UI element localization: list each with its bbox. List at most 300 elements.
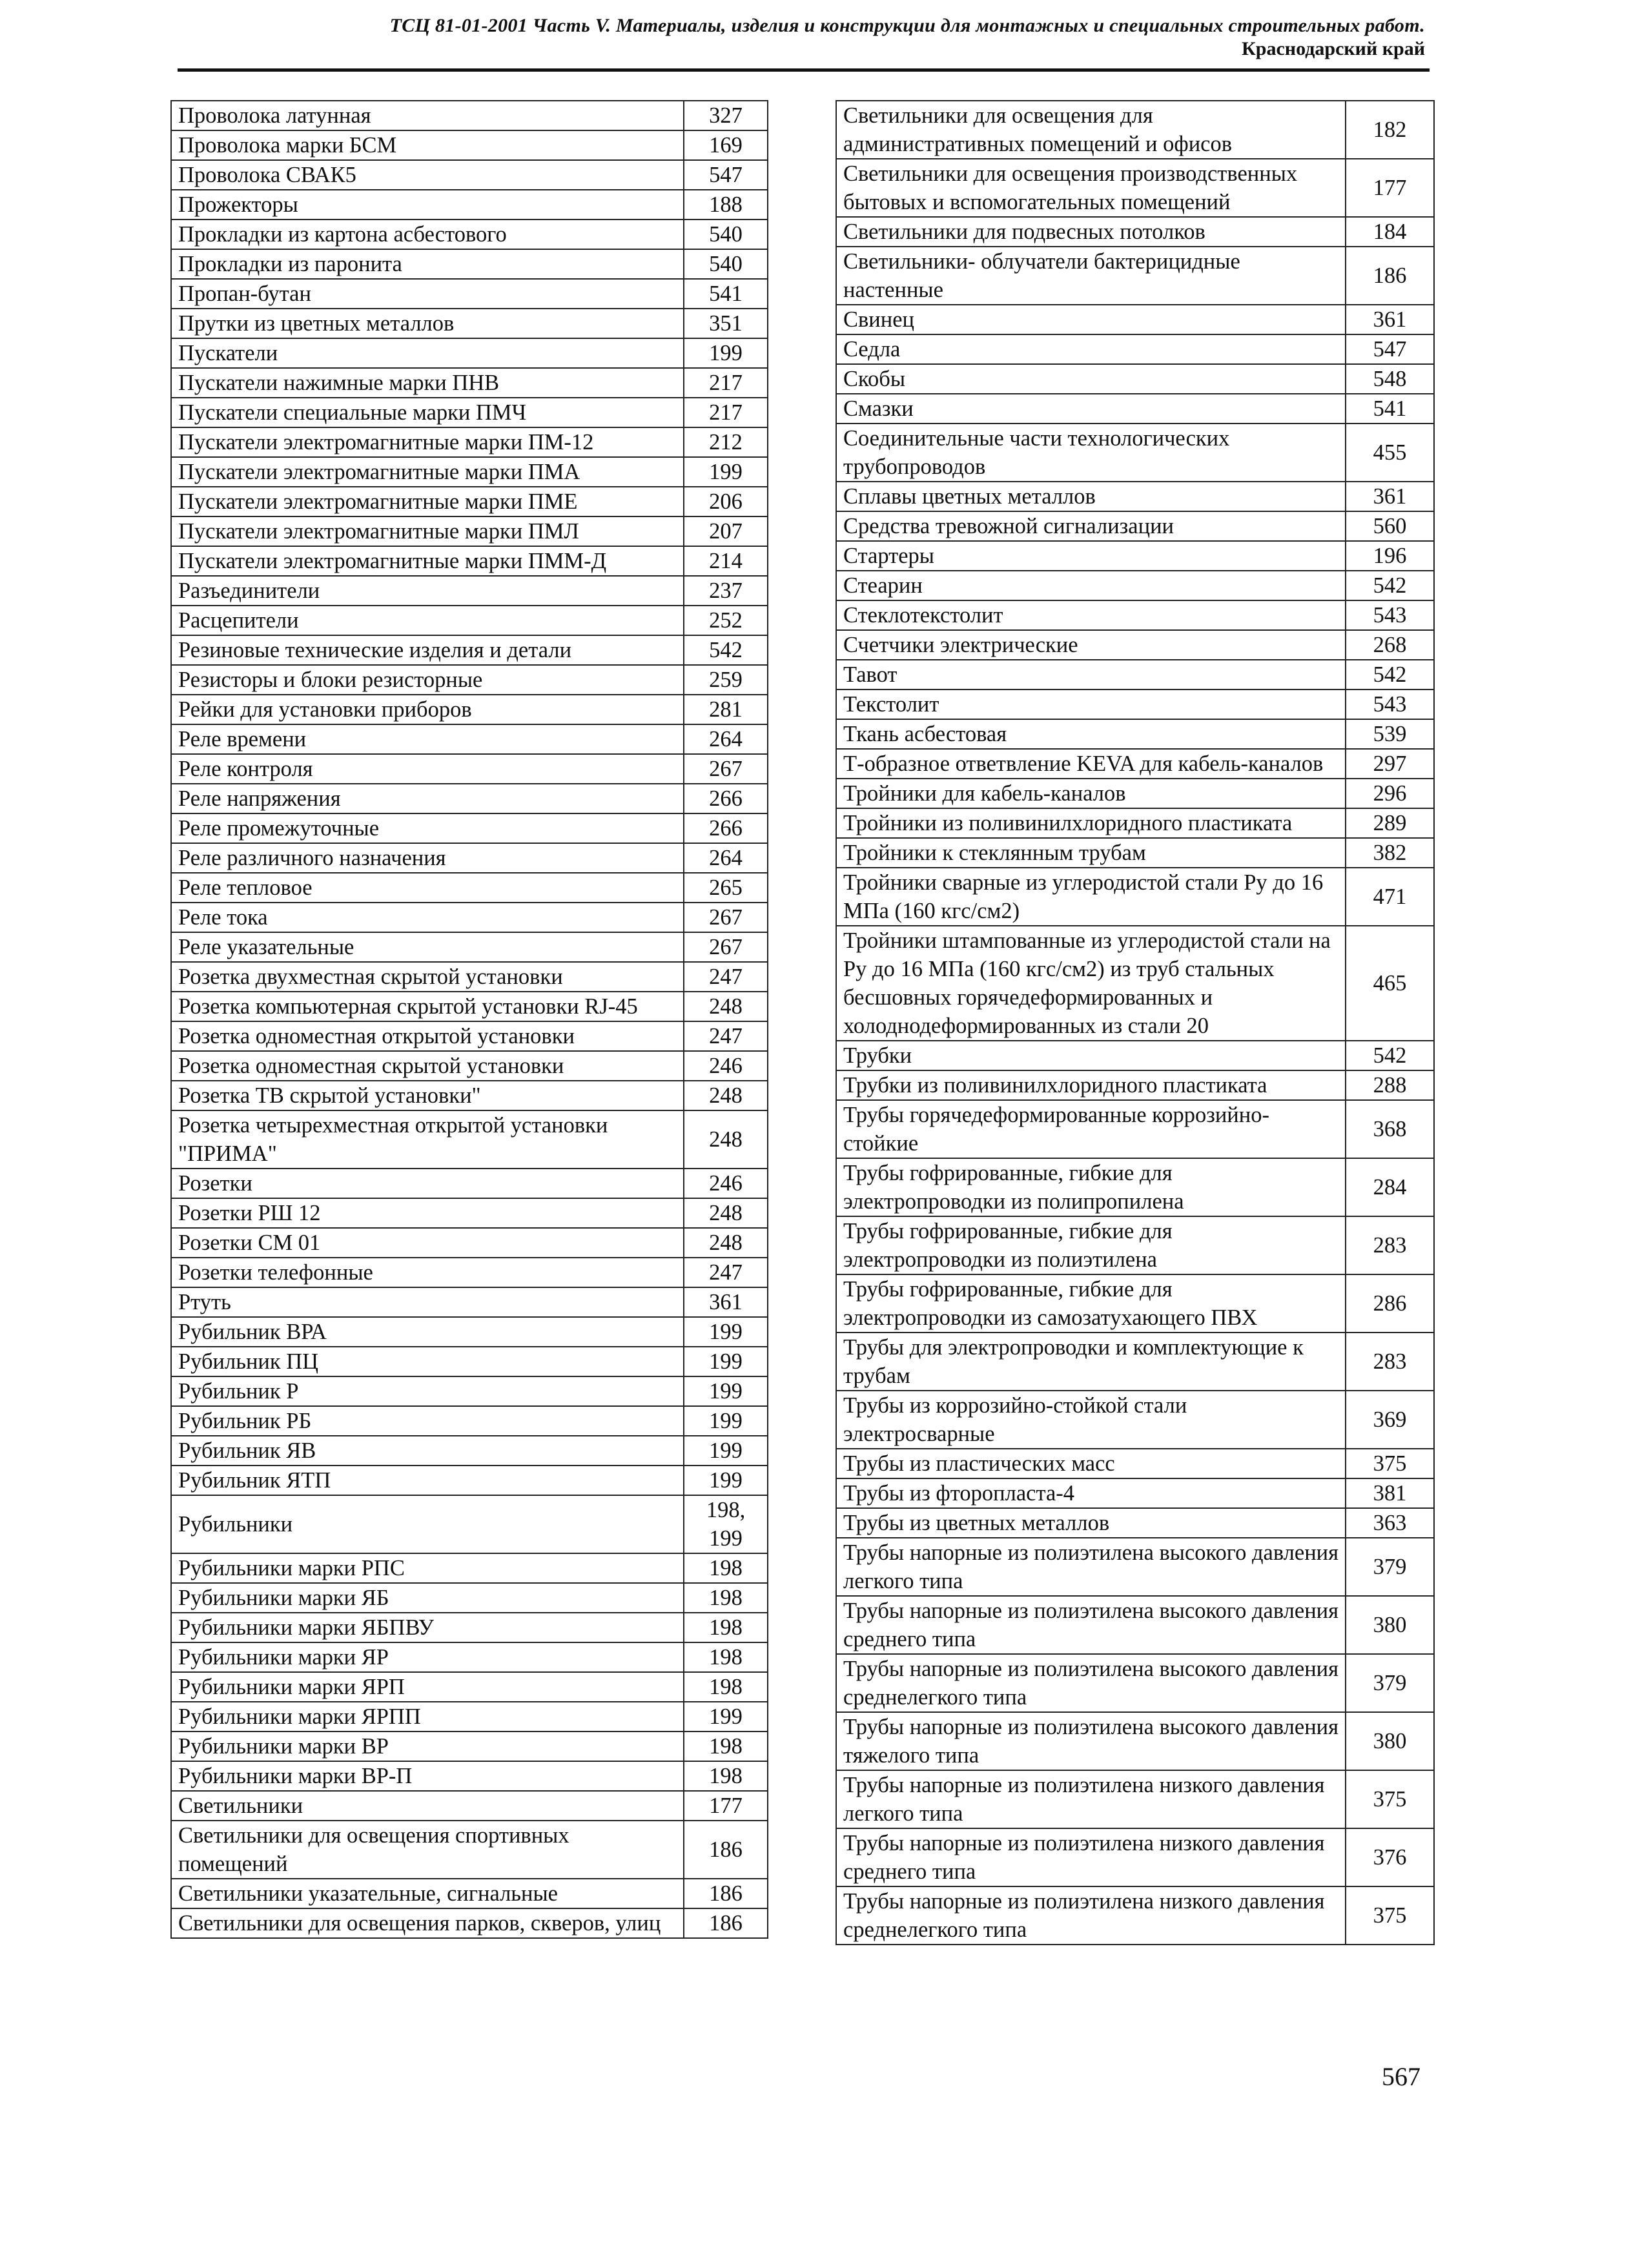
item-page: 199 — [684, 1376, 768, 1406]
table-row — [836, 868, 1434, 926]
table-row — [836, 1070, 1434, 1100]
table-row — [836, 511, 1434, 541]
item-name: Смазки — [836, 394, 1346, 424]
item-name: Соединительные части технологических трубопроводов — [836, 424, 1346, 482]
item-page: 248 — [684, 1228, 768, 1258]
item-name: Пропан-бутан — [171, 279, 684, 309]
item-page: 247 — [684, 1258, 768, 1287]
table-row — [836, 1478, 1434, 1508]
item-page: 247 — [684, 962, 768, 992]
item-name: Тройники сварные из углеродистой стали Ру до 16 МПа (160 кгс/см2) — [836, 868, 1346, 926]
index-table-left-body — [171, 101, 768, 1938]
item-name: Трубы напорные из полиэтилена высокого давления легкого типа — [836, 1538, 1346, 1596]
table-row — [171, 1553, 768, 1583]
item-page: 217 — [684, 368, 768, 398]
table-row — [836, 779, 1434, 808]
item-name: Реле контроля — [171, 754, 684, 784]
table-row — [171, 546, 768, 576]
item-page: 543 — [1346, 600, 1434, 630]
item-page: 199 — [684, 1702, 768, 1732]
table-row — [836, 1391, 1434, 1449]
table-row — [171, 1613, 768, 1642]
item-name: Рубильники марки ЯБ — [171, 1583, 684, 1613]
item-page: 248 — [684, 992, 768, 1021]
page-number: 567 — [1382, 2062, 1420, 2091]
item-name: Стеклотекстолит — [836, 600, 1346, 630]
item-page: 199 — [684, 1406, 768, 1436]
item-page: 207 — [684, 516, 768, 546]
item-name: Тройники штампованные из углеродистой стали на Ру до 16 МПа (160 кгс/см2) из труб стальных бесшовных горячедеформированных и холоднодеформированных из стали 20 — [836, 926, 1346, 1041]
table-row — [171, 1021, 768, 1051]
item-name: Средства тревожной сигнализации — [836, 511, 1346, 541]
item-name: Рубильники марки ЯБПВУ — [171, 1613, 684, 1642]
item-page: 286 — [1346, 1274, 1434, 1333]
item-name: Расцепители — [171, 606, 684, 635]
table-row — [836, 101, 1434, 159]
table-row — [171, 1376, 768, 1406]
table-row — [171, 932, 768, 962]
table-row — [171, 190, 768, 220]
item-name: Розетка четырехместная открытой установки "ПРИМА" — [171, 1110, 684, 1169]
item-name: Пускатели электромагнитные марки ПМЛ — [171, 516, 684, 546]
item-name: Пускатели нажимные марки ПНВ — [171, 368, 684, 398]
table-row — [836, 1886, 1434, 1945]
table-row — [171, 1287, 768, 1317]
item-name: Рубильники марки ВР — [171, 1732, 684, 1761]
table-row — [171, 1406, 768, 1436]
item-name: Реле различного назначения — [171, 843, 684, 873]
table-row — [171, 665, 768, 695]
item-page: 560 — [1346, 511, 1434, 541]
item-page: 266 — [684, 813, 768, 843]
item-name: Сплавы цветных металлов — [836, 482, 1346, 511]
item-name: Трубы горячедеформированные коррозийно-стойкие — [836, 1100, 1346, 1158]
item-page: 283 — [1346, 1333, 1434, 1391]
item-name: Рубильник ВРА — [171, 1317, 684, 1347]
item-name: Пускатели электромагнитные марки ПМА — [171, 457, 684, 487]
table-row — [836, 334, 1434, 364]
item-page: 259 — [684, 665, 768, 695]
item-page: 246 — [684, 1051, 768, 1081]
table-row — [836, 305, 1434, 334]
header-title: ТСЦ 81-01-2001 Часть V. Материалы, изделия и конструкции для монтажных и специальных строительных работ. — [389, 15, 1425, 36]
table-row — [171, 903, 768, 932]
item-page: 542 — [684, 635, 768, 665]
item-page: 327 — [684, 101, 768, 130]
item-name: Рейки для установки приборов — [171, 695, 684, 724]
item-name: Реле времени — [171, 724, 684, 754]
item-name: Розетки СМ 01 — [171, 1228, 684, 1258]
item-name: Розетка одноместная скрытой установки — [171, 1051, 684, 1081]
item-name: Реле указательные — [171, 932, 684, 962]
table-row — [836, 1216, 1434, 1274]
table-row — [836, 749, 1434, 779]
item-page: 379 — [1346, 1538, 1434, 1596]
item-page: 288 — [1346, 1070, 1434, 1100]
item-page: 547 — [684, 160, 768, 190]
table-row — [171, 1198, 768, 1228]
item-name: Реле напряжения — [171, 784, 684, 813]
item-name: Трубы для электропроводки и комплектующие к трубам — [836, 1333, 1346, 1391]
item-page: 248 — [684, 1110, 768, 1169]
item-name: Ткань асбестовая — [836, 719, 1346, 749]
table-row — [171, 1821, 768, 1879]
item-name: Пускатели электромагнитные марки ПММ-Д — [171, 546, 684, 576]
item-page: 212 — [684, 427, 768, 457]
table-row — [171, 457, 768, 487]
table-row — [836, 1449, 1434, 1478]
item-name: Прутки из цветных металлов — [171, 309, 684, 338]
table-row — [171, 279, 768, 309]
table-row — [171, 1169, 768, 1198]
item-page: 296 — [1346, 779, 1434, 808]
item-page: 541 — [1346, 394, 1434, 424]
item-name: Светильники указательные, сигнальные — [171, 1879, 684, 1908]
table-row — [171, 1110, 768, 1169]
index-table-right — [836, 100, 1435, 1945]
table-row — [171, 249, 768, 279]
item-page: 237 — [684, 576, 768, 606]
item-page: 267 — [684, 932, 768, 962]
table-row — [171, 1672, 768, 1702]
item-page: 198, 199 — [684, 1495, 768, 1553]
item-name: Рубильник РБ — [171, 1406, 684, 1436]
item-page: 177 — [684, 1791, 768, 1821]
table-row — [171, 1642, 768, 1672]
item-name: Трубки — [836, 1041, 1346, 1070]
item-name: Рубильники марки ВР-П — [171, 1761, 684, 1791]
item-page: 541 — [684, 279, 768, 309]
item-page: 248 — [684, 1198, 768, 1228]
table-row — [171, 398, 768, 427]
item-page: 264 — [684, 843, 768, 873]
item-name: Тройники к стеклянным трубам — [836, 838, 1346, 868]
item-page: 361 — [684, 1287, 768, 1317]
item-name: Розетка двухместная скрытой установки — [171, 962, 684, 992]
table-row — [836, 630, 1434, 660]
item-name: Розетка одноместная открытой установки — [171, 1021, 684, 1051]
item-name: Тройники из поливинилхлоридного пластиката — [836, 808, 1346, 838]
table-row — [171, 1583, 768, 1613]
table-row — [171, 1051, 768, 1081]
item-page: 198 — [684, 1583, 768, 1613]
item-page: 351 — [684, 309, 768, 338]
item-name: Рубильник Р — [171, 1376, 684, 1406]
table-row — [836, 1770, 1434, 1828]
item-name: Светильники для освещения производственных бытовых и вспомогательных помещений — [836, 159, 1346, 217]
item-name: Трубы из цветных металлов — [836, 1508, 1346, 1538]
table-row — [836, 808, 1434, 838]
item-page: 268 — [1346, 630, 1434, 660]
table-row — [171, 1908, 768, 1938]
item-page: 169 — [684, 130, 768, 160]
item-name: Проволока латунная — [171, 101, 684, 130]
item-page: 184 — [1346, 217, 1434, 247]
table-row — [836, 1654, 1434, 1712]
item-name: Рубильники — [171, 1495, 684, 1553]
item-name: Проволока СВАК5 — [171, 160, 684, 190]
item-page: 540 — [684, 249, 768, 279]
item-page: 376 — [1346, 1828, 1434, 1886]
table-row — [171, 487, 768, 516]
item-page: 471 — [1346, 868, 1434, 926]
table-row — [171, 606, 768, 635]
item-page: 186 — [684, 1908, 768, 1938]
item-name: Тавот — [836, 660, 1346, 690]
table-row — [171, 130, 768, 160]
item-name: Розетка ТВ скрытой установки" — [171, 1081, 684, 1110]
item-page: 177 — [1346, 159, 1434, 217]
table-row — [171, 1791, 768, 1821]
item-page: 188 — [684, 190, 768, 220]
item-page: 198 — [684, 1613, 768, 1642]
table-row — [171, 576, 768, 606]
item-page: 217 — [684, 398, 768, 427]
table-row — [171, 1436, 768, 1466]
table-row — [171, 1702, 768, 1732]
item-page: 540 — [684, 220, 768, 249]
item-name: Прожекторы — [171, 190, 684, 220]
table-row — [836, 1100, 1434, 1158]
item-name: Трубы из пластических масс — [836, 1449, 1346, 1478]
item-page: 246 — [684, 1169, 768, 1198]
item-page: 182 — [1346, 101, 1434, 159]
table-row — [836, 364, 1434, 394]
table-row — [836, 159, 1434, 217]
item-name: Светильники для освещения для административных помещений и офисов — [836, 101, 1346, 159]
item-name: Свинец — [836, 305, 1346, 334]
table-row — [836, 571, 1434, 600]
item-name: Стеарин — [836, 571, 1346, 600]
item-name: Трубы гофрированные, гибкие для электропроводки из самозатухающего ПВХ — [836, 1274, 1346, 1333]
item-page: 382 — [1346, 838, 1434, 868]
item-page: 199 — [684, 457, 768, 487]
table-row — [836, 838, 1434, 868]
item-page: 289 — [1346, 808, 1434, 838]
table-row — [171, 220, 768, 249]
item-page: 455 — [1346, 424, 1434, 482]
item-page: 186 — [1346, 247, 1434, 305]
item-page: 284 — [1346, 1158, 1434, 1216]
item-name: Рубильники марки ЯРП — [171, 1672, 684, 1702]
table-row — [836, 1333, 1434, 1391]
item-page: 198 — [684, 1672, 768, 1702]
table-row — [171, 1228, 768, 1258]
item-page: 186 — [684, 1821, 768, 1879]
item-name: Розетки — [171, 1169, 684, 1198]
table-row — [171, 427, 768, 457]
table-row — [171, 1495, 768, 1553]
header-rule — [178, 68, 1430, 72]
item-page: 186 — [684, 1879, 768, 1908]
item-name: Прокладки из картона асбестового — [171, 220, 684, 249]
header-region: Краснодарский край — [1242, 38, 1425, 59]
item-page: 542 — [1346, 660, 1434, 690]
item-name: Трубы напорные из полиэтилена высокого давления среднелегкого типа — [836, 1654, 1346, 1712]
table-row — [171, 338, 768, 368]
table-row — [836, 600, 1434, 630]
table-row — [836, 424, 1434, 482]
item-name: Трубы из фторопласта-4 — [836, 1478, 1346, 1508]
item-name: Рубильники марки ЯР — [171, 1642, 684, 1672]
item-name: Рубильники марки ЯРПП — [171, 1702, 684, 1732]
item-name: Светильники для освещения парков, скверов, улиц — [171, 1908, 684, 1938]
table-row — [836, 1596, 1434, 1654]
item-name: Ртуть — [171, 1287, 684, 1317]
item-page: 267 — [684, 903, 768, 932]
item-page: 380 — [1346, 1712, 1434, 1770]
table-row — [836, 482, 1434, 511]
table-row — [171, 1347, 768, 1376]
table-row — [171, 873, 768, 903]
table-row — [836, 1712, 1434, 1770]
item-page: 361 — [1346, 482, 1434, 511]
table-row — [171, 784, 768, 813]
item-name: Стартеры — [836, 541, 1346, 571]
item-page: 542 — [1346, 1041, 1434, 1070]
table-row — [171, 1317, 768, 1347]
item-page: 548 — [1346, 364, 1434, 394]
item-name: Пускатели электромагнитные марки ПМЕ — [171, 487, 684, 516]
item-name: Пускатели электромагнитные марки ПМ-12 — [171, 427, 684, 457]
item-page: 198 — [684, 1642, 768, 1672]
item-name: Трубки из поливинилхлоридного пластиката — [836, 1070, 1346, 1100]
item-page: 266 — [684, 784, 768, 813]
item-name: Тройники для кабель-каналов — [836, 779, 1346, 808]
table-row — [171, 1732, 768, 1761]
item-name: Т-образное ответвление KEVA для кабель-каналов — [836, 749, 1346, 779]
item-page: 198 — [684, 1732, 768, 1761]
table-row — [836, 1158, 1434, 1216]
item-name: Седла — [836, 334, 1346, 364]
item-page: 214 — [684, 546, 768, 576]
table-row — [171, 843, 768, 873]
table-row — [171, 724, 768, 754]
table-row — [171, 101, 768, 130]
item-name: Реле тепловое — [171, 873, 684, 903]
item-page: 297 — [1346, 749, 1434, 779]
index-table-right-body — [836, 101, 1434, 1945]
table-row — [836, 660, 1434, 690]
item-name: Трубы напорные из полиэтилена высокого давления тяжелого типа — [836, 1712, 1346, 1770]
item-page: 196 — [1346, 541, 1434, 571]
item-page: 543 — [1346, 690, 1434, 719]
item-page: 265 — [684, 873, 768, 903]
item-name: Трубы из коррозийно-стойкой стали электросварные — [836, 1391, 1346, 1449]
item-page: 381 — [1346, 1478, 1434, 1508]
page-header — [181, 14, 1425, 61]
item-name: Резисторы и блоки резисторные — [171, 665, 684, 695]
item-page: 368 — [1346, 1100, 1434, 1158]
index-table-left — [170, 100, 768, 1939]
table-row — [836, 690, 1434, 719]
table-row — [836, 926, 1434, 1041]
item-page: 363 — [1346, 1508, 1434, 1538]
item-name: Трубы напорные из полиэтилена низкого давления легкого типа — [836, 1770, 1346, 1828]
item-name: Розетки РШ 12 — [171, 1198, 684, 1228]
item-page: 199 — [684, 1347, 768, 1376]
item-page: 375 — [1346, 1886, 1434, 1945]
item-page: 361 — [1346, 305, 1434, 334]
item-name: Разъединители — [171, 576, 684, 606]
item-page: 267 — [684, 754, 768, 784]
table-row — [836, 247, 1434, 305]
table-row — [171, 516, 768, 546]
item-name: Пускатели специальные марки ПМЧ — [171, 398, 684, 427]
table-row — [171, 1258, 768, 1287]
item-page: 198 — [684, 1553, 768, 1583]
item-page: 465 — [1346, 926, 1434, 1041]
table-row — [836, 1274, 1434, 1333]
item-page: 252 — [684, 606, 768, 635]
item-name: Светильники для подвесных потолков — [836, 217, 1346, 247]
item-page: 199 — [684, 1436, 768, 1466]
table-row — [171, 1879, 768, 1908]
item-name: Прокладки из паронита — [171, 249, 684, 279]
table-row — [171, 962, 768, 992]
item-name: Светильники для освещения спортивных помещений — [171, 1821, 684, 1879]
item-name: Светильники — [171, 1791, 684, 1821]
item-page: 198 — [684, 1761, 768, 1791]
item-name: Скобы — [836, 364, 1346, 394]
item-name: Реле промежуточные — [171, 813, 684, 843]
item-name: Пускатели — [171, 338, 684, 368]
table-row — [836, 719, 1434, 749]
item-page: 199 — [684, 338, 768, 368]
item-page: 247 — [684, 1021, 768, 1051]
table-row — [836, 1828, 1434, 1886]
item-name: Рубильник ПЦ — [171, 1347, 684, 1376]
table-row — [171, 754, 768, 784]
item-name: Розетки телефонные — [171, 1258, 684, 1287]
table-row — [836, 1041, 1434, 1070]
item-page: 264 — [684, 724, 768, 754]
table-row — [171, 309, 768, 338]
item-page: 199 — [684, 1317, 768, 1347]
table-row — [836, 1538, 1434, 1596]
table-row — [171, 1081, 768, 1110]
item-name: Трубы гофрированные, гибкие для электропроводки из полипропилена — [836, 1158, 1346, 1216]
item-page: 206 — [684, 487, 768, 516]
item-name: Проволока марки БСМ — [171, 130, 684, 160]
table-row — [171, 813, 768, 843]
table-row — [171, 695, 768, 724]
table-row — [171, 992, 768, 1021]
item-name: Светильники- облучатели бактерицидные настенные — [836, 247, 1346, 305]
item-name: Трубы напорные из полиэтилена высокого давления среднего типа — [836, 1596, 1346, 1654]
table-row — [171, 1761, 768, 1791]
item-page: 369 — [1346, 1391, 1434, 1449]
table-row — [836, 541, 1434, 571]
item-name: Розетка компьютерная скрытой установки RJ-45 — [171, 992, 684, 1021]
table-row — [836, 1508, 1434, 1538]
item-name: Резиновые технические изделия и детали — [171, 635, 684, 665]
item-page: 539 — [1346, 719, 1434, 749]
item-name: Текстолит — [836, 690, 1346, 719]
item-page: 380 — [1346, 1596, 1434, 1654]
item-page: 547 — [1346, 334, 1434, 364]
table-row — [836, 394, 1434, 424]
item-page: 199 — [684, 1466, 768, 1495]
table-row — [171, 368, 768, 398]
item-name: Счетчики электрические — [836, 630, 1346, 660]
item-name: Трубы напорные из полиэтилена низкого давления среднелегкого типа — [836, 1886, 1346, 1945]
item-page: 248 — [684, 1081, 768, 1110]
item-name: Рубильник ЯВ — [171, 1436, 684, 1466]
item-name: Рубильник ЯТП — [171, 1466, 684, 1495]
item-name: Реле тока — [171, 903, 684, 932]
table-row — [171, 635, 768, 665]
